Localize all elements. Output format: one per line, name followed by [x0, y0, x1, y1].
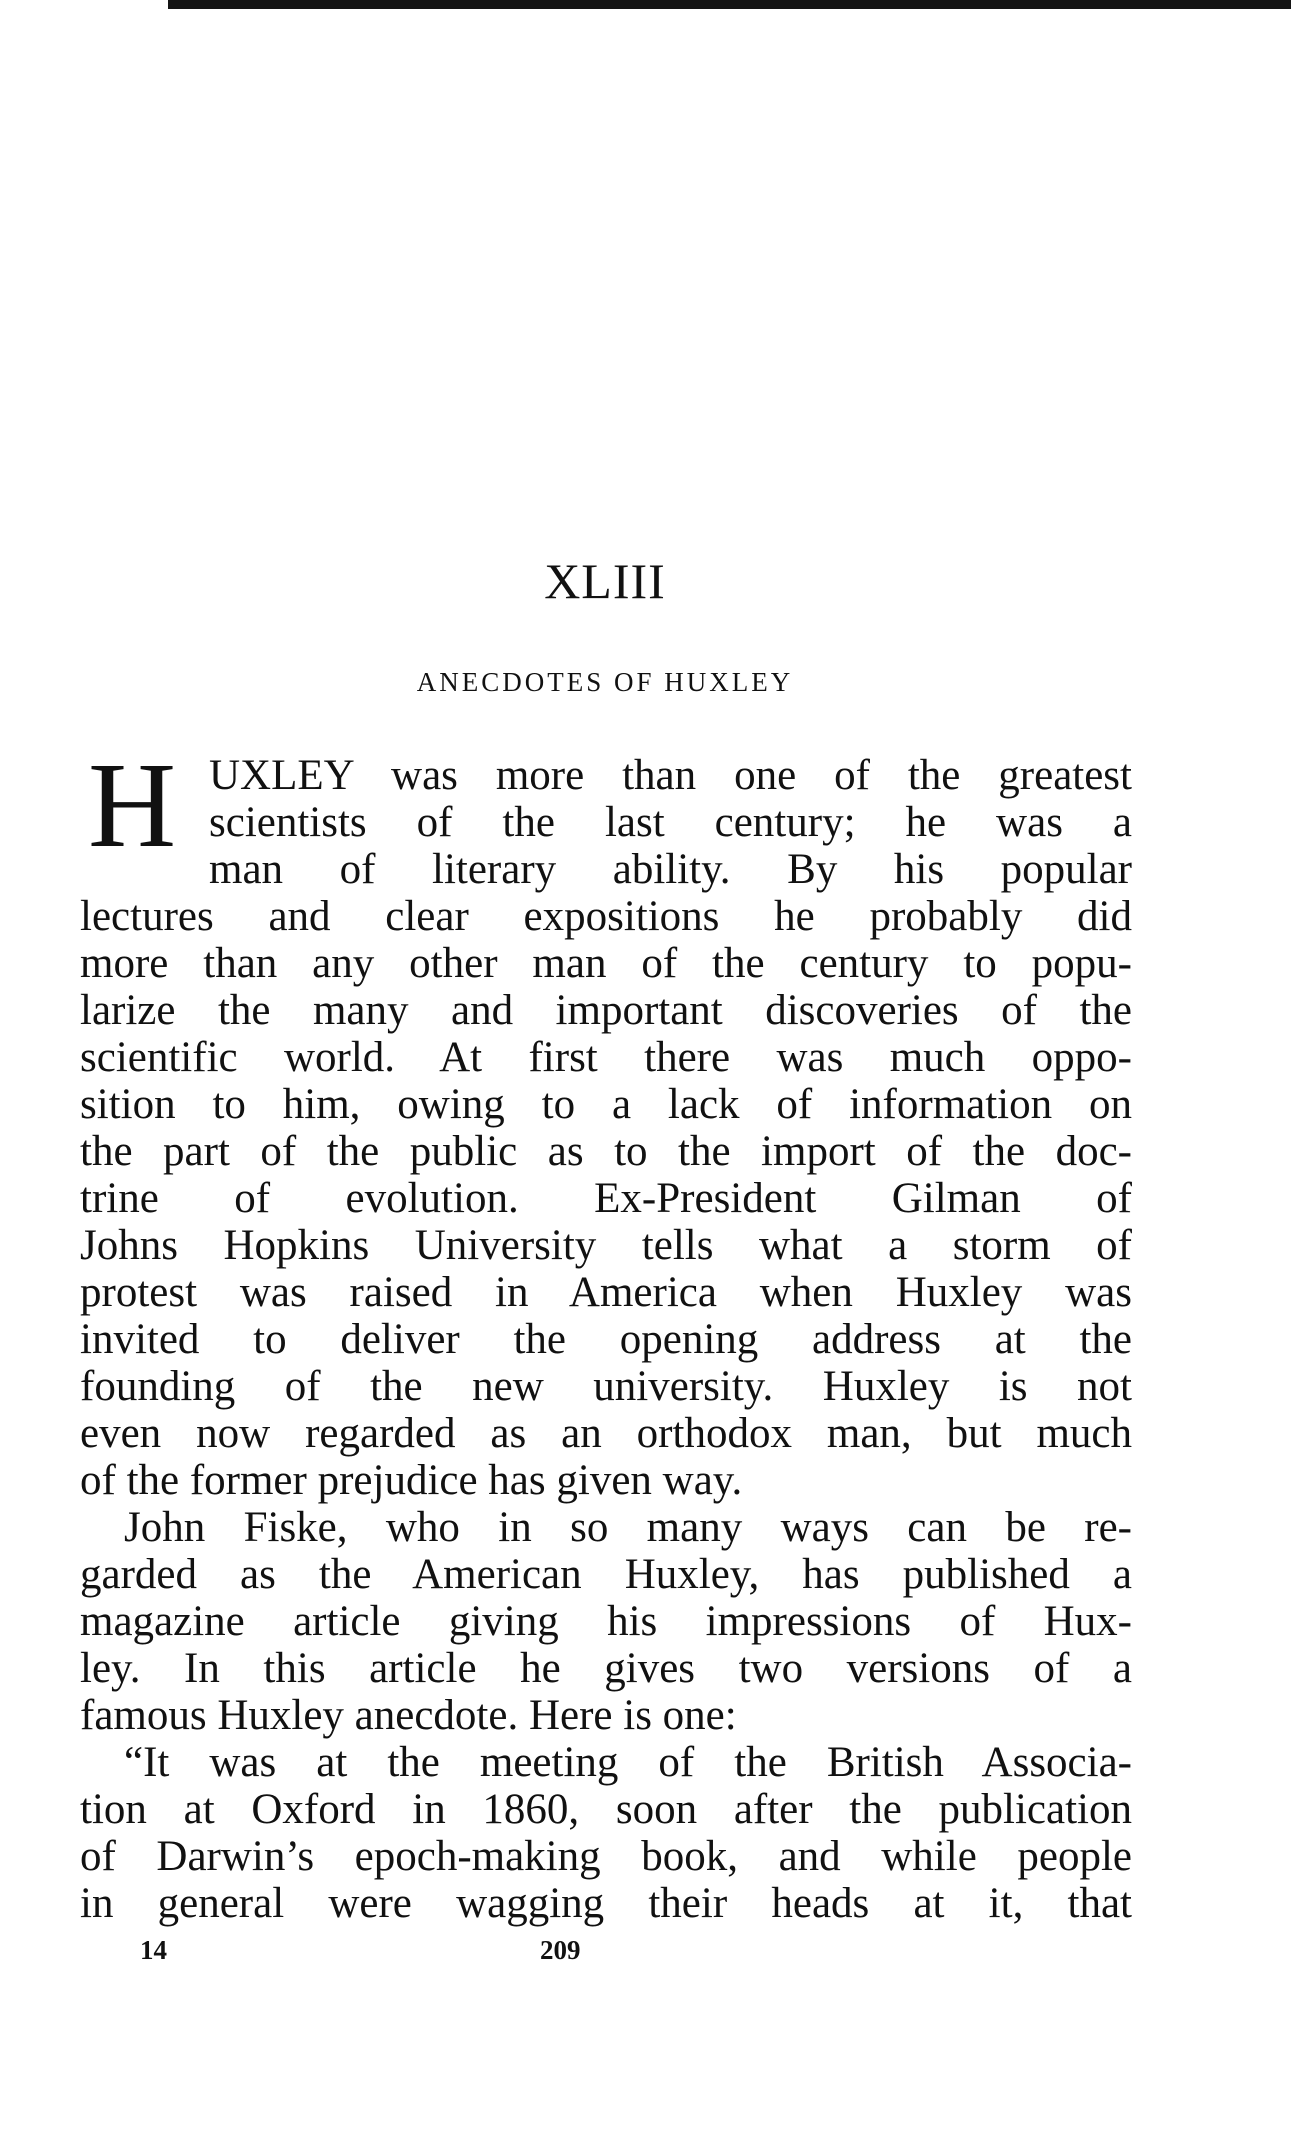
- body-text: [80, 738, 1132, 1927]
- text-line: famous Huxley anecdote. Here is one:: [80, 1692, 737, 1739]
- text-line: the part of the public as to the import of the doc-: [80, 1128, 1132, 1175]
- text-line: even now regarded as an orthodox man, but much: [80, 1410, 1132, 1457]
- text-line: protest was raised in America when Huxley was: [80, 1269, 1132, 1316]
- top-edge-rule: [168, 0, 1291, 9]
- chapter-title: ANECDOTES OF HUXLEY: [416, 667, 794, 697]
- text-line: of Darwin’s epoch-making book, and while people: [80, 1833, 1132, 1880]
- text-line: scientists of the last century; he was a: [209, 799, 1132, 846]
- text-line: lectures and clear expositions he probably did: [80, 893, 1132, 940]
- text-line: ley. In this article he gives two versions of a: [80, 1645, 1132, 1692]
- page-number: 209: [540, 1935, 581, 1965]
- text-line: man of literary ability. By his popular: [209, 846, 1132, 893]
- text-line: founding of the new university. Huxley is not: [80, 1363, 1132, 1410]
- text-line: larize the many and important discoveries of the: [80, 987, 1132, 1034]
- text-line: sition to him, owing to a lack of information on: [80, 1081, 1132, 1128]
- text-line: in general were wagging their heads at it, that: [80, 1880, 1132, 1927]
- drop-cap: H: [88, 738, 177, 873]
- chapter-number: XLIII: [544, 553, 666, 609]
- text-line: tion at Oxford in 1860, soon after the publication: [80, 1786, 1132, 1833]
- text-line: Johns Hopkins University tells what a storm of: [80, 1222, 1132, 1269]
- text-line: “It was at the meeting of the British Associa-: [124, 1739, 1132, 1786]
- signature-mark: 14: [140, 1935, 167, 1965]
- text-line: more than any other man of the century to popu-: [80, 940, 1132, 987]
- text-line: scientific world. At first there was much oppo-: [80, 1034, 1132, 1081]
- text-line: UXLEY was more than one of the greatest: [209, 752, 1132, 799]
- text-line: magazine article giving his impressions of Hux-: [80, 1598, 1132, 1645]
- text-line: garded as the American Huxley, has published a: [80, 1551, 1132, 1598]
- text-line: John Fiske, who in so many ways can be re-: [124, 1504, 1132, 1551]
- text-line: trine of evolution. Ex-President Gilman of: [80, 1175, 1132, 1222]
- text-line: of the former prejudice has given way.: [80, 1457, 743, 1504]
- text-line: invited to deliver the opening address at the: [80, 1316, 1132, 1363]
